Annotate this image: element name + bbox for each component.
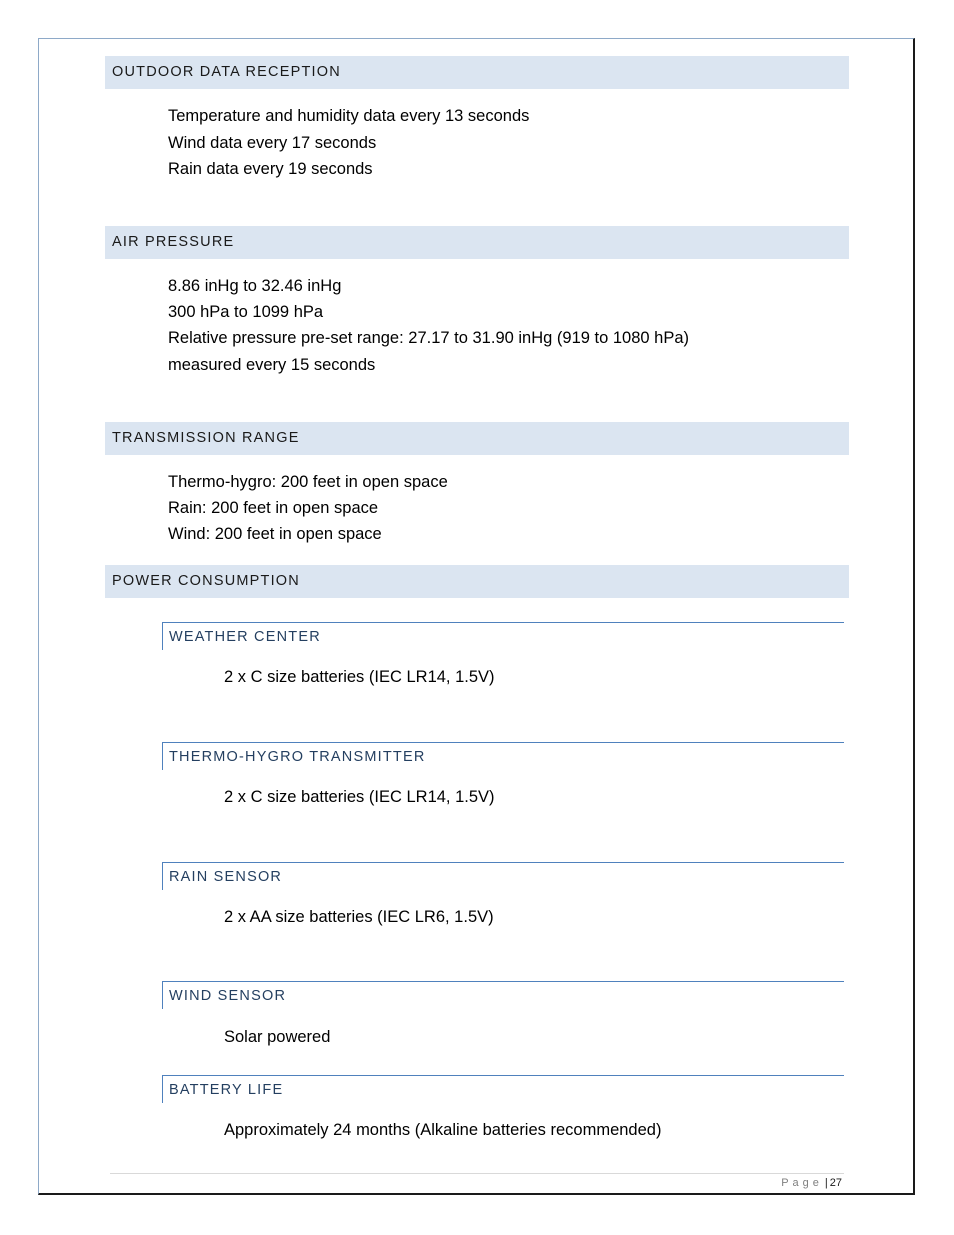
air-pressure-line: 300 hPa to 1099 hPa — [168, 303, 324, 321]
thermo-hygro-power-text: 2 x C size batteries (IEC LR14, 1.5V) — [224, 788, 495, 806]
subheading-battery-life: BATTERY LIFE — [162, 1075, 844, 1103]
outdoor-reception-line: Rain data every 19 seconds — [168, 160, 373, 178]
battery-life-text: Approximately 24 months (Alkaline batteries recommended) — [224, 1121, 662, 1139]
page-border — [38, 38, 915, 1195]
weather-center-power-text: 2 x C size batteries (IEC LR14, 1.5V) — [224, 668, 495, 686]
subheading-rain-sensor: RAIN SENSOR — [162, 862, 844, 890]
page-separator: | — [824, 1177, 828, 1189]
transmission-range-line: Rain: 200 feet in open space — [168, 499, 379, 517]
air-pressure-line: Relative pressure pre-set range: 27.17 to 31.90 inHg (919 to 1080 hPa) — [168, 329, 689, 347]
outdoor-reception-line: Temperature and humidity data every 13 seconds — [168, 107, 530, 125]
page-label: Page — [781, 1177, 823, 1189]
section-heading-air-pressure: AIR PRESSURE — [105, 226, 849, 259]
page-footer — [781, 1175, 842, 1191]
subheading-wind-sensor: WIND SENSOR — [162, 981, 844, 1009]
section-heading-power-consumption: POWER CONSUMPTION — [105, 565, 849, 598]
air-pressure-line: 8.86 inHg to 32.46 inHg — [168, 277, 342, 295]
subheading-weather-center: WEATHER CENTER — [162, 622, 844, 650]
section-heading-outdoor-data-reception: OUTDOOR DATA RECEPTION — [105, 56, 849, 89]
transmission-range-line: Thermo-hygro: 200 feet in open space — [168, 473, 448, 491]
wind-sensor-power-text: Solar powered — [224, 1028, 331, 1046]
air-pressure-line: measured every 15 seconds — [168, 356, 376, 374]
outdoor-reception-line: Wind data every 17 seconds — [168, 134, 377, 152]
subheading-thermo-hygro-transmitter: THERMO-HYGRO TRANSMITTER — [162, 742, 844, 770]
page-number: 27 — [829, 1177, 842, 1189]
section-heading-transmission-range: TRANSMISSION RANGE — [105, 422, 849, 455]
footer-rule — [110, 1173, 844, 1174]
transmission-range-line: Wind: 200 feet in open space — [168, 525, 382, 543]
rain-sensor-power-text: 2 x AA size batteries (IEC LR6, 1.5V) — [224, 908, 494, 926]
